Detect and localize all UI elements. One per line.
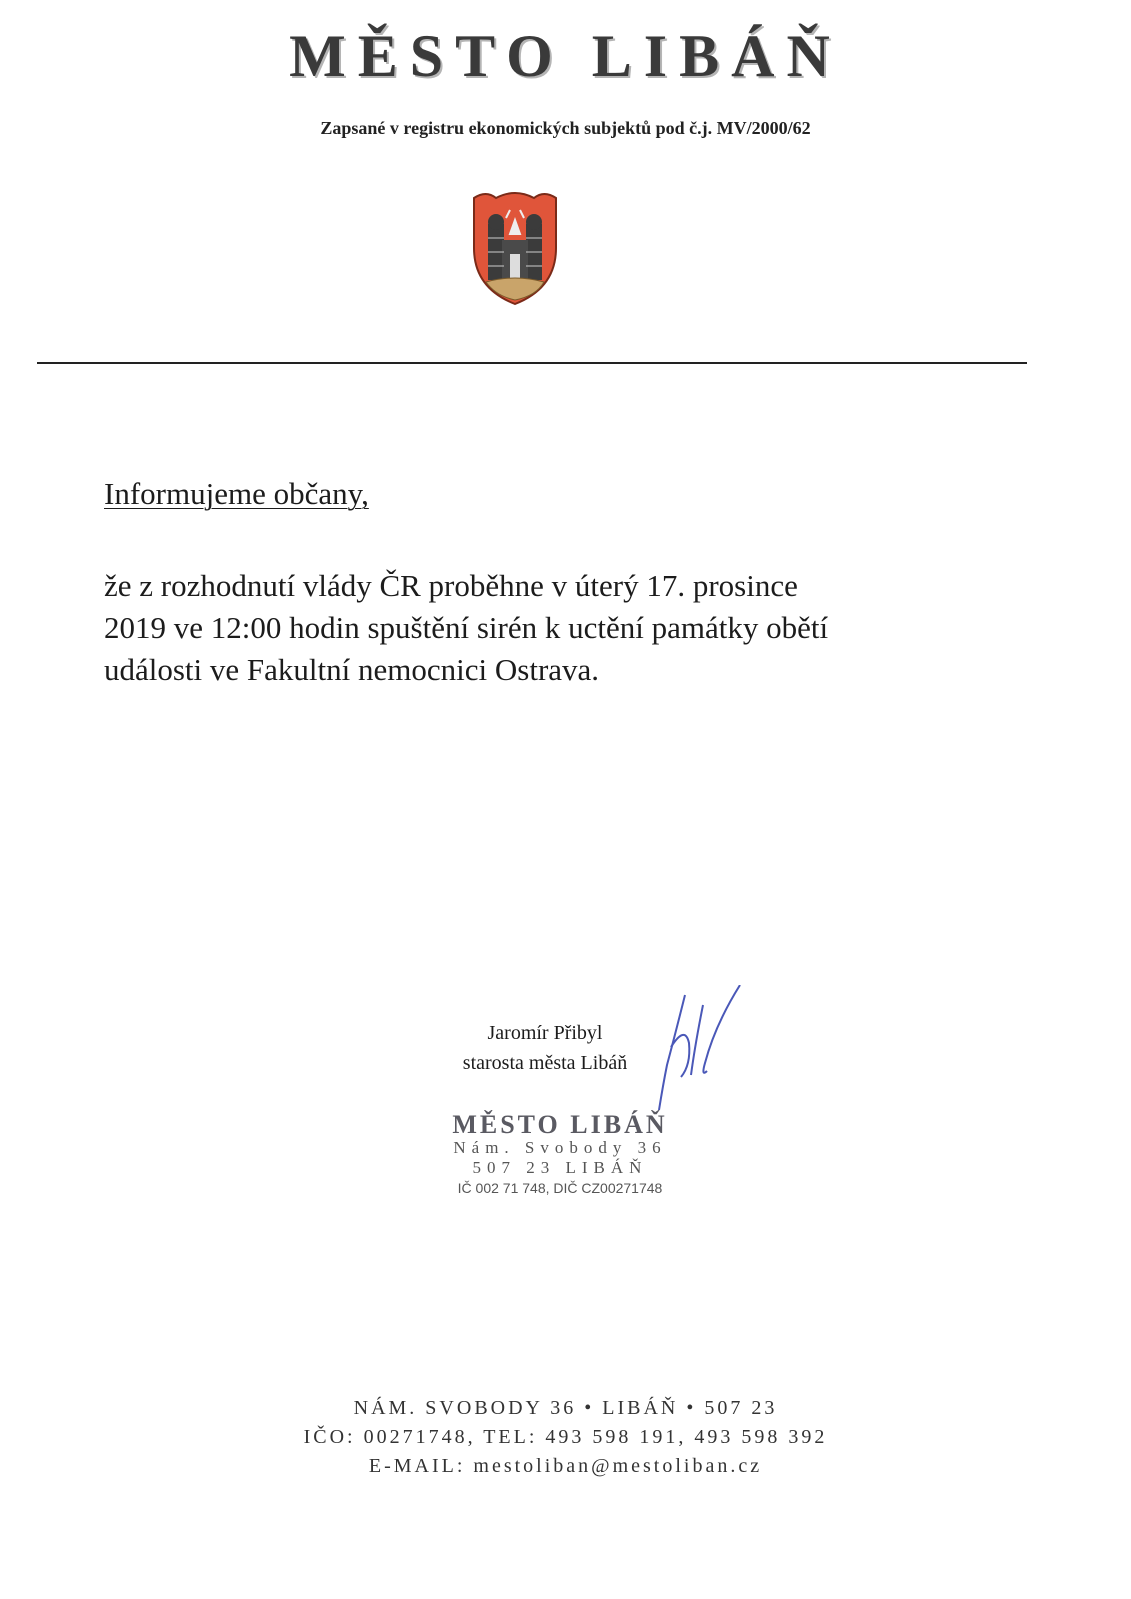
announcement-line: události ve Fakultní nemocnici Ostrava. bbox=[104, 652, 600, 687]
stamp-line: Nám. Svobody 36 bbox=[453, 1138, 667, 1157]
stamp-line: 507 23 LIBÁŇ bbox=[472, 1158, 648, 1177]
official-stamp bbox=[430, 1110, 690, 1196]
footer-address: NÁM. SVOBODY 36 • LIBÁŇ • 507 23 bbox=[353, 1397, 778, 1419]
announcement-body bbox=[104, 565, 1064, 691]
signature-icon bbox=[645, 985, 760, 1125]
footer-contact bbox=[0, 1394, 1131, 1481]
signatory-name: Jaromír Přibyl bbox=[487, 1022, 603, 1044]
greeting: Informujeme občany, bbox=[104, 476, 369, 511]
letterhead-title: MĚSTO LIBÁŇ bbox=[289, 23, 842, 89]
registry-note: Zapsané v registru ekonomických subjektů pod č.j. MV/2000/62 bbox=[320, 118, 811, 138]
header-divider bbox=[37, 362, 1027, 364]
announcement-line: že z rozhodnutí vlády ČR proběhne v úterý 17. prosince bbox=[104, 568, 798, 603]
announcement-line: 2019 ve 12:00 hodin spuštění sirén k uctění památky obětí bbox=[104, 610, 829, 645]
footer-ids: IČO: 00271748, TEL: 493 598 191, 493 598 392 bbox=[303, 1426, 828, 1448]
signatory-block bbox=[420, 1018, 670, 1078]
footer-email: E-MAIL: mestoliban@mestoliban.cz bbox=[368, 1455, 763, 1477]
coat-of-arms-icon bbox=[466, 188, 564, 308]
signatory-role: starosta města Libáň bbox=[462, 1052, 628, 1074]
stamp-line: MĚSTO LIBÁŇ bbox=[452, 1110, 668, 1139]
stamp-line: IČ 002 71 748, DIČ CZ00271748 bbox=[457, 1180, 663, 1196]
